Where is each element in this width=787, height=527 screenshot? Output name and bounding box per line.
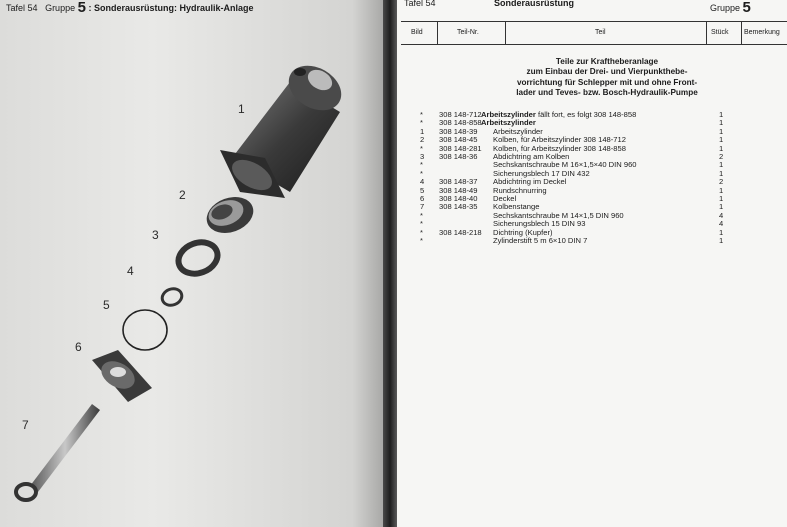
abdichtring-kolben-part: [174, 237, 222, 279]
cell-teil-text: Abdichtring im Deckel: [493, 177, 567, 187]
cell-teil-text: Kolben, für Arbeitszylinder 308 148-712: [493, 135, 626, 145]
cell-teil-text: Sicherungsblech 17 DIN 432: [493, 168, 590, 178]
cell-teil-nr: 308 148-281: [439, 143, 482, 153]
gruppe-number: 5: [77, 0, 86, 16]
callout-6: 6: [75, 340, 82, 354]
cell-stueck: 4: [719, 210, 724, 220]
cell-stueck: 1: [719, 185, 724, 195]
cell-teil-nr: 308 148-712: [439, 110, 482, 119]
tafel-label: Tafel: [6, 3, 26, 13]
cell-teil-nr: 308 148-40: [439, 194, 478, 203]
table-row: [401, 236, 787, 246]
col-header-teil-nr: Teil-Nr.: [457, 29, 479, 36]
gruppe-label: Gruppe: [45, 3, 76, 13]
book-gutter: [383, 0, 397, 527]
cell-bild: 3: [420, 152, 425, 161]
cell-bild: 4: [420, 177, 425, 187]
cell-teil-nr: 308 148-37: [439, 177, 478, 187]
cell-teil-nr: 308 148-49: [439, 185, 478, 195]
cell-bild: *: [420, 168, 423, 178]
right-tafel: Tafel 54: [404, 0, 436, 8]
right-page-header: [404, 0, 436, 8]
cell-bild: *: [420, 143, 423, 153]
cell-teil-text: Arbeitszylinder: [493, 126, 543, 136]
table-title-line: vorrichtung für Schlepper mit und ohne Front-: [516, 77, 698, 87]
col-header-stueck: Stück: [711, 29, 729, 36]
table-header: [401, 21, 787, 45]
cell-stueck: 1: [719, 135, 724, 145]
cell-bild: *: [420, 118, 423, 128]
cell-teil-bold: Arbeitszylinder: [481, 110, 536, 119]
callout-4: 4: [127, 264, 134, 278]
cell-bild: *: [420, 236, 423, 245]
left-page-title: : Sonderausrüstung: Hydraulik-Anlage: [88, 3, 254, 13]
callout-7: 7: [22, 418, 29, 432]
abdichtring-deckel-part: [160, 286, 184, 308]
cell-bild: *: [420, 160, 423, 170]
cell-teil: [493, 236, 587, 245]
cell-teil-nr: 308 148-218: [439, 227, 482, 237]
right-page-title-wrap: [494, 0, 574, 8]
col-divider: [706, 22, 707, 44]
cell-bild: 1: [420, 126, 425, 136]
callout-3: 3: [152, 228, 159, 242]
cell-teil-nr: 308 148-858: [439, 118, 482, 128]
tafel-number: 54: [27, 3, 38, 13]
cell-teil-text: Kolbenstange: [493, 202, 540, 212]
cell-stueck: 1: [719, 236, 724, 245]
cell-stueck: 1: [719, 143, 724, 153]
cell-teil-nr: 308 148-45: [439, 135, 478, 145]
cell-stueck: 1: [719, 160, 724, 170]
cell-bild: 5: [420, 185, 425, 195]
cell-stueck: 1: [719, 118, 724, 128]
cell-teil-text: Abdichtring am Kolben: [493, 152, 570, 161]
kolben-part: [202, 191, 259, 239]
col-header-bild: Bild: [411, 29, 423, 36]
arbeitszylinder-part: [220, 57, 349, 198]
deckel-part: [92, 350, 152, 402]
cell-bild: 7: [420, 202, 425, 212]
cell-stueck: 2: [719, 152, 724, 161]
cell-teil-nr: 308 148-35: [439, 202, 478, 212]
right-gruppe: [710, 0, 751, 15]
col-divider: [741, 22, 742, 44]
cell-bild: *: [420, 227, 423, 237]
cell-stueck: 1: [719, 126, 724, 136]
cell-bild: 6: [420, 194, 425, 203]
right-gruppe-number: 5: [742, 0, 751, 16]
cell-bild: 2: [420, 135, 425, 145]
callout-1: 1: [238, 102, 245, 116]
left-page: [0, 0, 383, 527]
table-title-line: zum Einbau der Drei- und Vierpunkthebe-: [526, 67, 688, 77]
table-title-line: Teile zur Kraftheberanlage: [555, 57, 659, 66]
rundschnurring-part: [123, 310, 167, 350]
cell-teil-text: Kolben, für Arbeitszylinder 308 148-858: [493, 143, 626, 153]
callout-2: 2: [179, 188, 186, 202]
cell-teil-text: Rundschnurring: [493, 185, 547, 195]
col-divider: [437, 22, 438, 44]
cell-stueck: 1: [719, 227, 724, 237]
col-header-bemerkung: Bemerkung: [744, 29, 780, 36]
cell-stueck: 4: [719, 219, 724, 229]
cell-teil-text: Zylinderstift 5 m 6×10 DIN 7: [493, 236, 588, 245]
table-title-line: lader und Teves- bzw. Bosch-Hydraulik-Pumpe: [516, 87, 698, 97]
col-header-teil: Teil: [595, 29, 606, 36]
cell-teil-bold: Arbeitszylinder: [481, 118, 536, 128]
cell-teil-text: Sicherungsblech 15 DIN 93: [493, 219, 586, 229]
callout-5: 5: [103, 298, 110, 312]
cell-teil-nr: 308 148-39: [439, 126, 478, 136]
exploded-view-illustration: [0, 0, 383, 527]
cell-teil-text: fällt fort, es folgt 308 148-858: [535, 110, 637, 119]
cell-teil-text: Deckel: [493, 194, 517, 203]
cell-teil-text: Dichtring (Kupfer): [493, 227, 553, 237]
cell-stueck: 1: [719, 168, 724, 178]
cell-teil-text: Sechskantschraube M 14×1,5 DIN 960: [493, 210, 624, 220]
cell-teil-nr: 308 148-36: [439, 152, 478, 161]
cell-bild: *: [420, 210, 423, 220]
cell-stueck: 1: [719, 110, 724, 119]
right-gruppe-label: Gruppe: [710, 3, 741, 13]
cell-stueck: 1: [719, 202, 724, 212]
cell-stueck: 2: [719, 177, 724, 187]
col-divider: [505, 22, 506, 44]
table-title-block: [482, 57, 732, 98]
cell-bild: *: [420, 219, 423, 229]
cell-stueck: 1: [719, 194, 724, 203]
right-page-title: Sonderausrüstung: [494, 0, 575, 8]
cell-bild: *: [420, 110, 423, 119]
cell-teil-text: Sechskantschraube M 16×1,5×40 DIN 960: [493, 160, 637, 170]
